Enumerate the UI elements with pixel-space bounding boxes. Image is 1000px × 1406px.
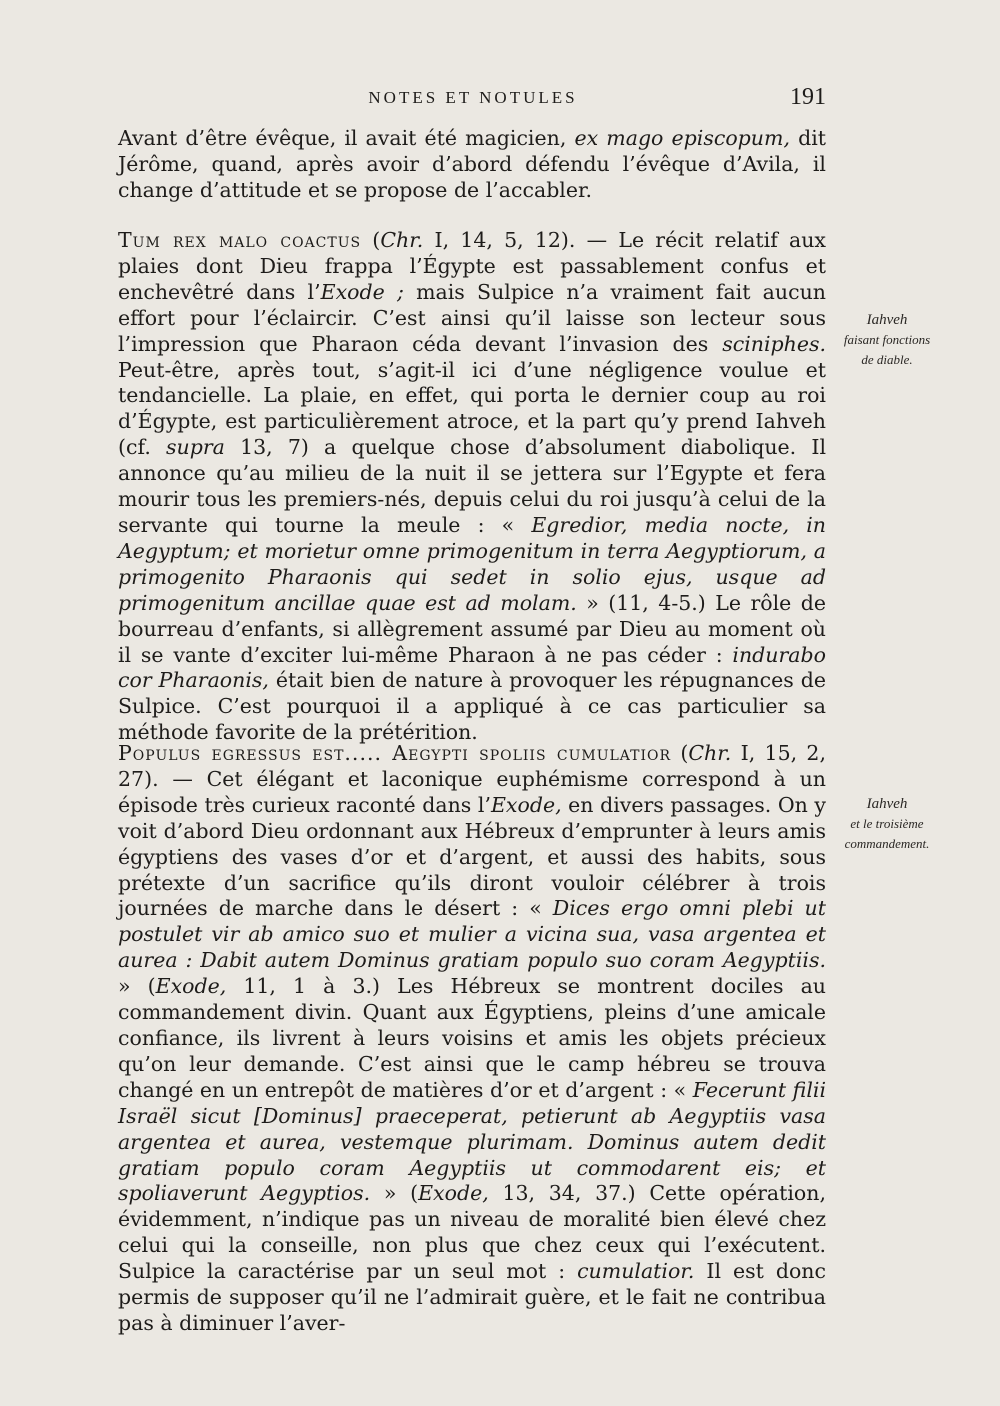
- text-run: 13, 34, 37.) Cette opération, évidemment, n’indique pas un niveau de moralité bien élevé chez celui qui la conseille, non plus que chez ceux qui l’exécutent. Sulpice la caractérise par un seul mot :: [118, 1181, 826, 1284]
- italic-word: supra: [166, 435, 225, 460]
- text-run: I, 14, 5, 12). — Le récit relatif aux plaies dont Dieu frappa l’Égypte est passablement confus et enchevêtré dans l’: [118, 228, 826, 304]
- text-run: I, 15, 2, 27). — Cet élégant et laconique euphémisme correspond à un épisode très curieux raconté dans l’: [118, 741, 826, 817]
- text-run: » (: [118, 974, 156, 999]
- text-run: » (11, 4-5.) Le rôle de bourreau d’enfants, si allègrement assumé par Dieu au moment où il se vante d’exciter lui-même Pharaon à ne pas céder :: [118, 590, 826, 667]
- book-title: Exode ;: [320, 279, 404, 304]
- running-title: NOTES ET NOTULES: [368, 88, 578, 107]
- book-title: Exode,: [418, 1181, 489, 1206]
- paragraph-1: [118, 126, 826, 204]
- citation-abbrev: Chr.: [380, 228, 424, 252]
- margin-note-line: et le troisième: [850, 816, 924, 831]
- section-heading: Tum rex malo coactus: [118, 228, 362, 252]
- latin-quote: indurabo cor Pharaonis,: [118, 642, 826, 693]
- text-run: dit Jérôme, quand, après avoir d’abord défendu l’évêque d’Avila, il change d’attitude et se propose de l’accabler.: [118, 126, 827, 202]
- paragraph-3: [118, 741, 826, 1337]
- latin-quote: Fecerunt filii Israël sicut [Dominus] praeceperat, petierunt ab Aegyptiis vasa argentea et aurea, vestemque plurimam. Dominus autem dedit gratiam populo coram Aegyptiis ut commodarent eis; et spoliaverunt Aegyptios.: [118, 1077, 826, 1206]
- margin-note-line: faisant fonctions: [843, 332, 931, 347]
- text-run: (: [361, 228, 381, 252]
- latin-word: cumulatior.: [577, 1259, 695, 1284]
- text-run: était bien de nature à provoquer les répugnances de Sulpice. C’est pourquoi il a appliqué à ce cas particulier sa méthode favorite de la prétérition.: [118, 668, 826, 745]
- margin-note-line: Iahveh: [866, 312, 908, 328]
- latin-quote: Dices ergo omni plebi ut postulet vir ab amico suo et mulier a vicina sua, vasa argentea et aurea : Dabit autem Dominus gratiam populo suo coram Aegyptiis.: [118, 896, 827, 973]
- text-run: en divers passages. On y voit d’abord Dieu ordonnant aux Hébreux d’emprunter à leurs amis égyptiens des vases d’or et d’argent, et aussi des habits, sous prétexte d’un sacrifice qu’ils diront vouloir célébrer à trois journées de marche dans le désert : «: [118, 792, 826, 921]
- text-run: 11, 1 à 3.) Les Hébreux se montrent dociles au commandement divin. Quant aux Égyptiens, pleins d’une amicale confiance, ils livrent à leurs voisins et amis les objets précieux qu’on leur demande. C’est ainsi que le camp hébreu se trouva changé en un entrepôt de matières d’or et d’argent : «: [118, 974, 826, 1102]
- book-title: Exode,: [490, 792, 562, 817]
- margin-note-line: commandement.: [844, 836, 930, 851]
- margin-note-2: [812, 794, 962, 854]
- text-run: » (: [370, 1181, 419, 1206]
- page-number: 191: [790, 84, 826, 110]
- text-run: 13, 7) a quelque chose d’absolument diabolique. Il annonce qu’au milieu de la nuit il se jettera sur l’Egypte et fera mourir tous les premiers-nés, depuis celui du roi jusqu’à celui de la servante qui tourne la meule : «: [118, 435, 826, 537]
- margin-note-line: Iahveh: [866, 796, 908, 812]
- text-run: Avant d’être évêque, il avait été magicien,: [118, 126, 575, 150]
- citation-abbrev: Chr.: [688, 741, 732, 765]
- book-title: Exode,: [155, 974, 227, 999]
- margin-note-1: [812, 310, 962, 370]
- text-run: Il est donc permis de supposer qu’il ne l’admirait guère, et le fait ne contribua pas à diminuer l’aver-: [118, 1259, 826, 1335]
- section-heading: Populus egressus est..... Aegypti spoliis cumulatior: [118, 741, 672, 765]
- italic-word: sciniphes.: [722, 331, 826, 356]
- latin-quote: Egredior, media nocte, in Aegyptum; et morietur omne primogenitum in terra Aegyptiorum, a primogenito Pharaonis qui sedet in solio ejus, usque ad primogenitum ancillae quae est ad molam.: [118, 512, 827, 615]
- text-run: (: [671, 741, 689, 765]
- paragraph-2: [118, 228, 826, 746]
- latin-quote: ex mago episcopum,: [574, 126, 790, 150]
- text-run: mais Sulpice n’a vraiment fait aucun effort pour l’éclaircir. C’est ainsi qu’il laisse son lecteur sous l’impression que Pharaon céda devant l’invasion des: [118, 279, 826, 356]
- text-run: Peut-être, après tout, s’agit-il ici d’une négligence voulue et tendancielle. La plaie, en effet, qui porta le dernier coup au roi d’Égypte, est particulièrement atroce, et la part qu’y prend Iahveh (cf.: [118, 357, 826, 460]
- margin-note-line: de diable.: [861, 352, 913, 367]
